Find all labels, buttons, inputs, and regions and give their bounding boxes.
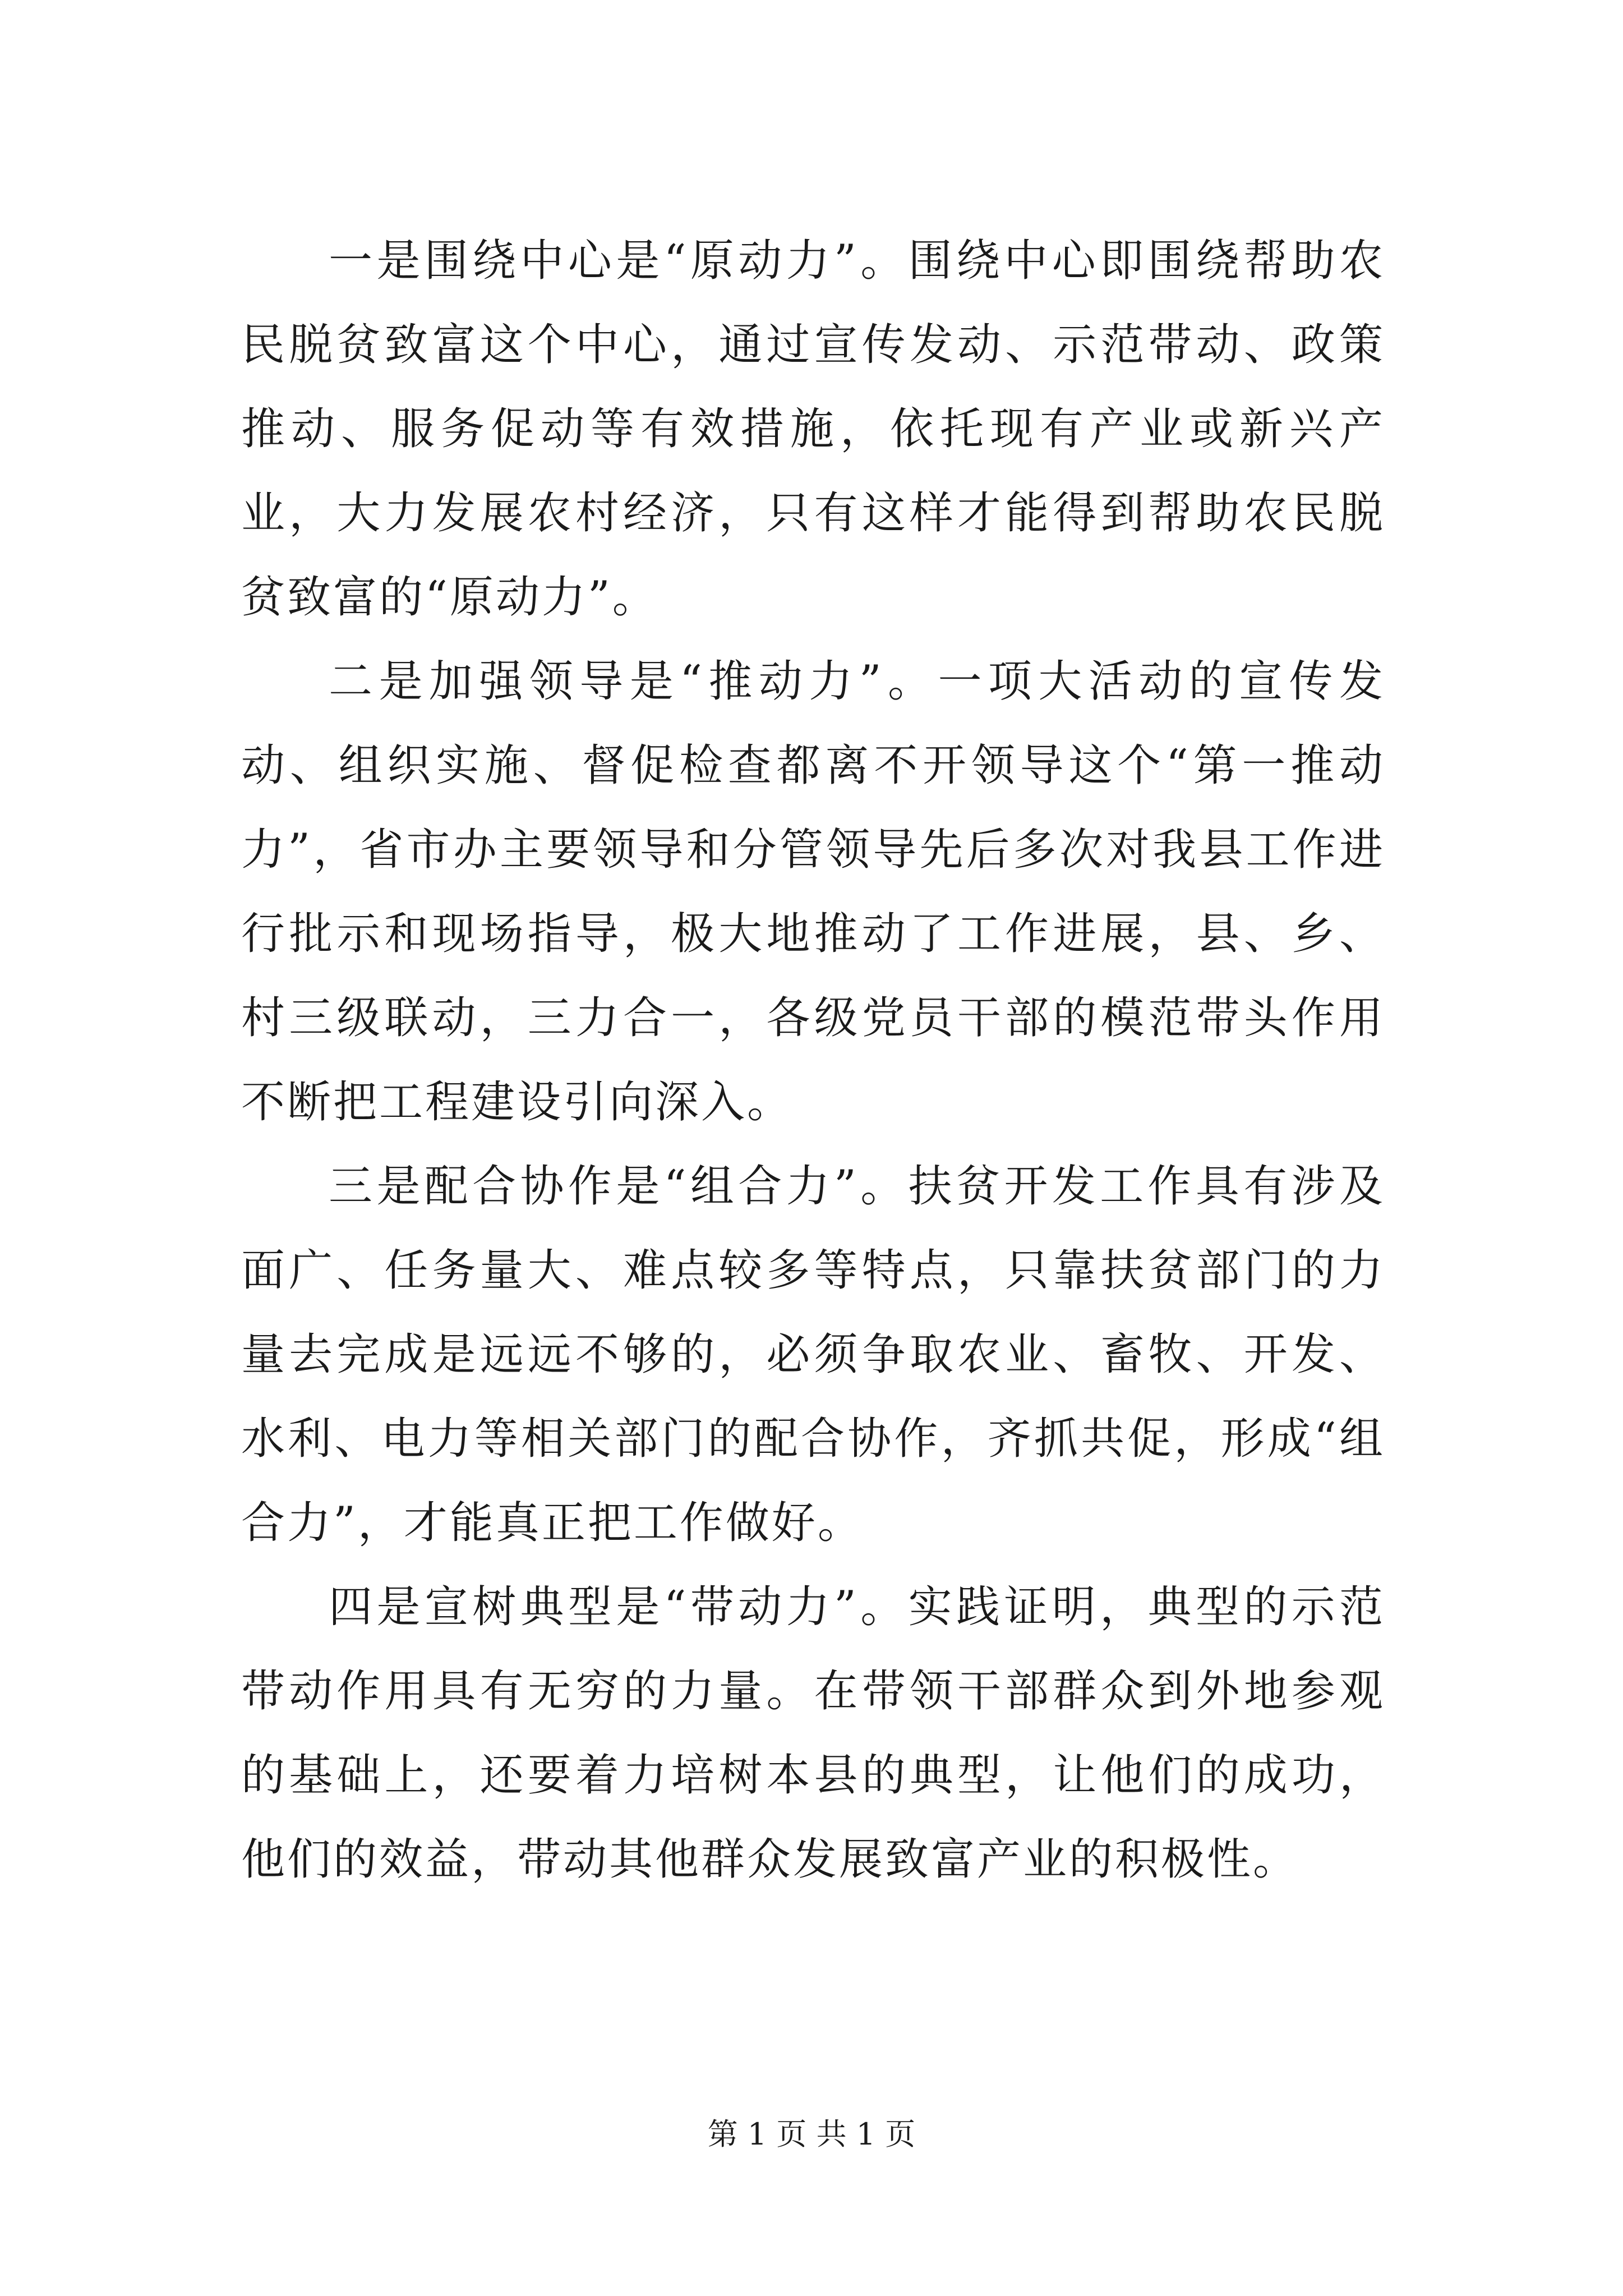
paragraph-3: 三是配合协作是“组合力”。扶贫开发工作具有涉及面广、任务量大、难点较多等特点，只靠扶贫部门的力量去完成是远远不够的，必须争取农业、畜牧、开发、水利、电力等相关部门的配合协作，齐抓共促，形成“组合力”，才能真正把工作做好。 — [241, 1161, 1385, 1548]
page-number-footer: 第 1 页 共 1 页 — [707, 2116, 916, 2152]
paragraph-4: 四是宣树典型是“带动力”。实践证明，典型的示范带动作用具有无穷的力量。在带领干部群众到外地参观的基础上，还要着力培树本县的典型，让他们的成功，他们的效益，带动其他群众发展致富产业的积极性。 — [241, 1582, 1385, 1885]
document-body — [241, 219, 1385, 1902]
paragraph-1: 一是围绕中心是“原动力”。围绕中心即围绕帮助农民脱贫致富这个中心，通过宣传发动、示范带动、政策推动、服务促动等有效措施，依托现有产业或新兴产业，大力发展农村经济，只有这样才能得到帮助农民脱贫致富的“原动力”。 — [241, 236, 1385, 623]
paragraph-2: 二是加强领导是“推动力”。一项大活动的宣传发动、组织实施、督促检查都离不开领导这个“第一推动力”，省市办主要领导和分管领导先后多次对我县工作进行批示和现场指导，极大地推动了工作进展，县、乡、村三级联动，三力合一，各级党员干部的模范带头作用不断把工程建设引向深入。 — [241, 656, 1385, 1128]
